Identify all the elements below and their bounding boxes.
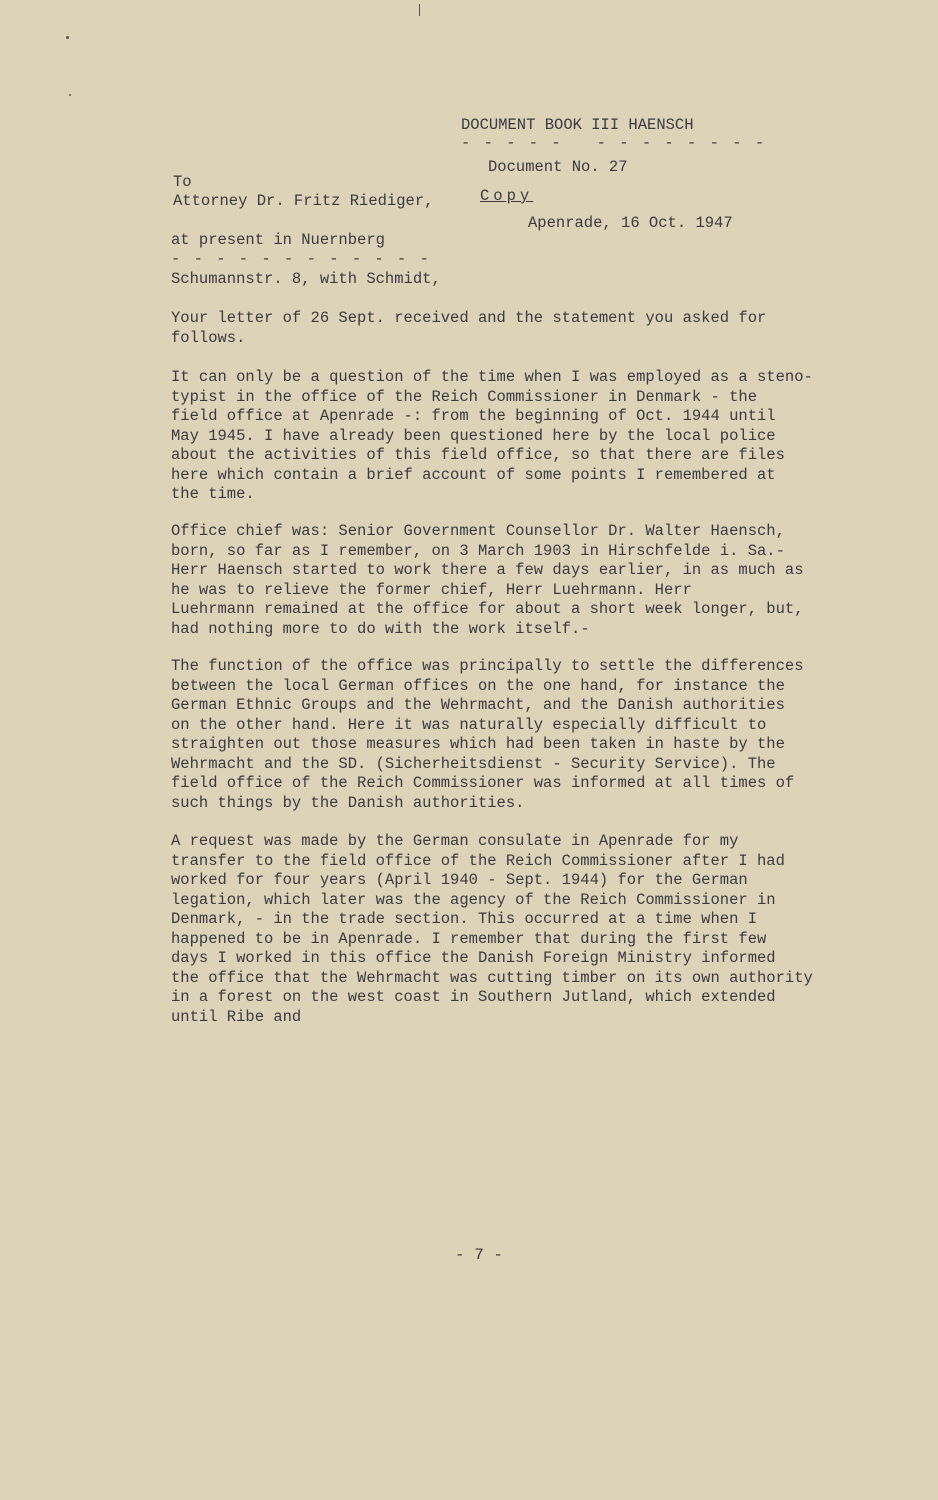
place-date: Apenrade, 16 Oct. 1947 (528, 214, 733, 232)
page-number: - 7 - (455, 1246, 504, 1264)
location-underline: - - - - - - - - - - - - (171, 250, 431, 268)
paragraph-4: The function of the office was principally to settle the differences between the local German offices on the one hand, for instance the German Ethnic Groups and the Wehrmacht, and the Danish authorities on the other hand. Here it was naturally especially difficult to straighten out those measures which had been taken in haste by the Wehrmacht and the SD. (Sicherheitsdienst - Security Service). The field office of the Reich Commissioner was informed at all times of such things by the Danish authorities. (171, 657, 804, 812)
doc-book-header: DOCUMENT BOOK III HAENSCH (461, 116, 694, 134)
addressee-location: at present in Nuernberg (171, 231, 385, 249)
paper-speck (69, 94, 71, 96)
header-underline: - - - - - - - - - - - - - (461, 134, 767, 152)
paper-speck (66, 36, 69, 39)
addressee-name: Attorney Dr. Fritz Riediger, (173, 192, 434, 210)
addressee-street: Schumannstr. 8, with Schmidt, (171, 270, 441, 288)
copy-label: Copy (480, 187, 534, 205)
paragraph-3: Office chief was: Senior Government Counsellor Dr. Walter Haensch, born, so far as I remember, on 3 March 1903 in Hirschfelde i. Sa.- Herr Haensch started to work there a few days earlier, in as much as he was to relieve the former chief, Herr Luehrmann. Herr Luehrmann remained at the office for about a short week longer, but, had nothing more to do with the work itself.- (171, 522, 804, 638)
paper-mark (419, 4, 420, 16)
paragraph-5: A request was made by the German consulate in Apenrade for my transfer to the field office of the Reich Commissioner after I had worked for four years (April 1940 - Sept. 1944) for the German legation, which later was the agency of the Reich Commissioner in Denmark, - in the trade section. This occurred at a time when I happened to be in Apenrade. I remember that during the first few days I worked in this office the Danish Foreign Ministry informed the office that the Wehrmacht was cutting timber on its own authority in a forest on the west coast in Southern Jutland, which extended until Ribe and (171, 832, 813, 1026)
document-number: Document No. 27 (488, 158, 628, 176)
paragraph-2: It can only be a question of the time when I was employed as a steno- typist in the office of the Reich Commissioner in Denmark - the field office at Apenrade -: from the beginning of Oct. 1944 until May 1945. I have already been questioned here by the local police about the activities of this field office, so that there are files here which contain a brief account of some points I remembered at the time. (171, 368, 813, 503)
to-label: To (173, 173, 192, 191)
paragraph-1: Your letter of 26 Sept. received and the statement you asked for follows. (171, 309, 767, 347)
